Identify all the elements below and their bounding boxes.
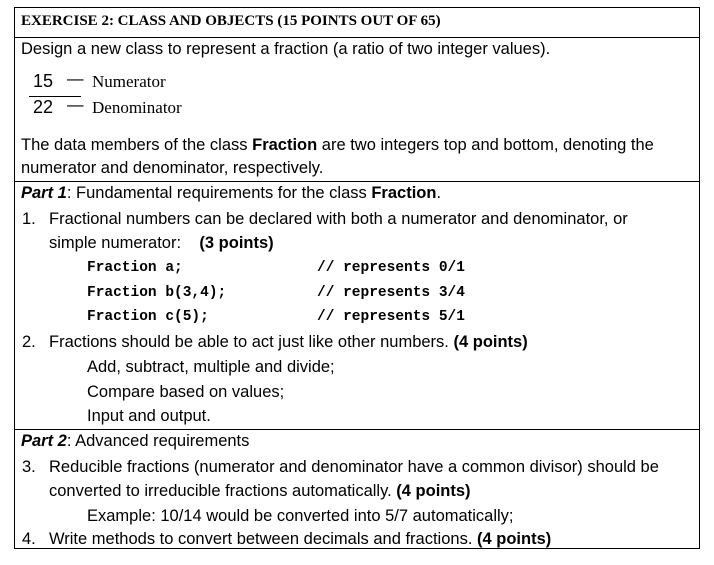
- code-decl-a: Fraction a;: [87, 260, 183, 276]
- item-2-sub-3: Input and output.: [87, 407, 211, 425]
- members-line-2: numerator and denominator, respectively.: [21, 159, 324, 177]
- divider: [15, 181, 699, 182]
- item-1-number: 1.: [22, 210, 36, 228]
- item-2-sub-2: Compare based on values;: [87, 383, 285, 401]
- item-1-line-1: Fractional numbers can be declared with both a numerator and denominator, or: [49, 210, 628, 228]
- item-2-sub-1: Add, subtract, multiple and divide;: [87, 358, 335, 376]
- exercise-title: EXERCISE 2: CLASS AND OBJECTS (15 POINTS OUT OF 65): [21, 13, 441, 29]
- denominator-dash: —: [67, 96, 84, 114]
- code-comment-b: // represents 3/4: [317, 285, 465, 301]
- item-4-text: Write methods to convert between decimals and fractions. (4 points): [49, 530, 552, 548]
- item-3-example: Example: 10/14 would be converted into 5/7 automatically;: [87, 507, 514, 525]
- part2-heading: Part 2: Advanced requirements: [21, 432, 250, 450]
- item-1-line-2: simple numerator: (3 points): [49, 234, 274, 252]
- numerator-label: Numerator: [92, 72, 166, 91]
- item-2-text: Fractions should be able to act just like other numbers. (4 points): [49, 333, 528, 351]
- code-comment-a: // represents 0/1: [317, 260, 465, 276]
- members-line-1: The data members of the class Fraction are two integers top and bottom, denoting the: [21, 136, 654, 154]
- divider: [15, 429, 699, 430]
- code-decl-b: Fraction b(3,4);: [87, 285, 227, 301]
- fraction-numerator: 15: [33, 71, 54, 91]
- item-3-line-1: Reducible fractions (numerator and denominator have a common divisor) should be: [49, 458, 659, 476]
- class-name: Fraction: [252, 136, 318, 154]
- item-3-number: 3.: [22, 458, 36, 476]
- exercise-box: [14, 7, 700, 549]
- part1-heading: Part 1: Fundamental requirements for the class Fraction.: [21, 184, 442, 202]
- numerator-dash: —: [67, 70, 84, 88]
- item-2-number: 2.: [22, 333, 36, 351]
- intro-text: Design a new class to represent a fraction (a ratio of two integer values).: [21, 40, 551, 58]
- code-decl-c: Fraction c(5);: [87, 309, 209, 325]
- divider: [15, 37, 699, 38]
- fraction-denominator: 22: [33, 97, 54, 117]
- code-comment-c: // represents 5/1: [317, 309, 465, 325]
- item-4-number: 4.: [22, 530, 36, 548]
- item-3-line-2: converted to irreducible fractions automatically. (4 points): [49, 482, 471, 500]
- denominator-label: Denominator: [92, 98, 182, 117]
